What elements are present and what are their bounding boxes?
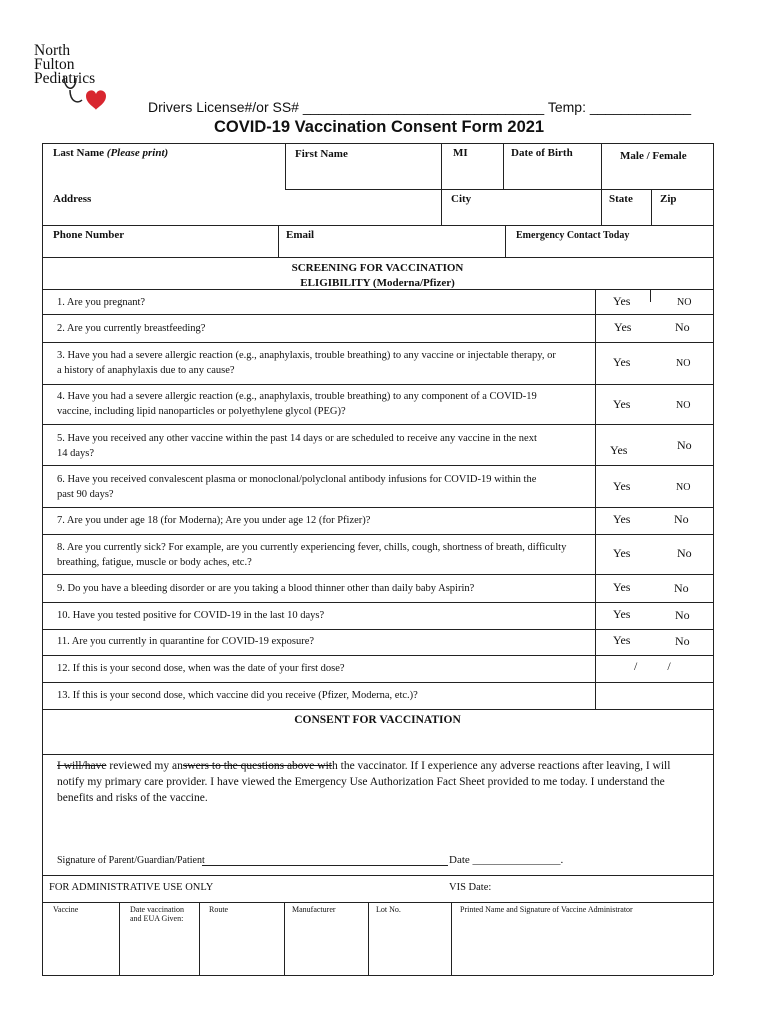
q9-yes[interactable]: Yes: [613, 580, 631, 594]
dob-label: Date of Birth: [511, 147, 573, 159]
zip-label: Zip: [660, 193, 677, 205]
question-13: 13. If this is your second dose, which vaccine did you receive (Pfizer, Moderna, etc.)?: [57, 690, 418, 701]
question-5: 5. Have you received any other vaccine within the past 14 days or are scheduled to receive any vaccine in the next 14 days?: [57, 433, 537, 459]
q3-no[interactable]: NO: [676, 358, 691, 369]
q9-no[interactable]: No: [674, 581, 689, 595]
logo-line-1: North: [34, 42, 71, 59]
q10-yes[interactable]: Yes: [613, 607, 631, 621]
q4-yes[interactable]: Yes: [613, 397, 631, 411]
consent-statement: I will/have reviewed my answers to the questions above with the vaccinator. If I experience any adverse reactions after leaving, I will notify my primary care provider. I have viewed the Emergency Use Authorization Fact Sheet provided to me today. I understand the benefits and risks of the vaccine.: [57, 760, 671, 804]
q8-no[interactable]: No: [677, 546, 692, 560]
admin-col-vaccine: Vaccine: [53, 905, 79, 914]
form-title: COVID-19 Vaccination Consent Form 2021: [214, 118, 545, 136]
q2-yes[interactable]: Yes: [614, 320, 632, 334]
question-7: 7. Are you under age 18 (for Moderna); Are you under age 12 (for Pfizer)?: [57, 515, 371, 526]
stethoscope-heart-icon: [62, 74, 112, 114]
q1-no[interactable]: NO: [677, 297, 692, 308]
question-4: 4. Have you had a severe allergic reaction (e.g., anaphylaxis, trouble breathing) to any component of a COVID-19 vaccine, including lipid nanoparticles or polyethylene glycol (PEG)?: [57, 391, 537, 417]
consent-title: CONSENT FOR VACCINATION: [294, 714, 461, 726]
admin-title: FOR ADMINISTRATIVE USE ONLY: [49, 882, 214, 893]
last-name-label: Last Name (Please print): [53, 147, 169, 159]
question-1: 1. Are you pregnant?: [57, 297, 146, 308]
signature-label: Signature of Parent/Guardian/Patient: [57, 855, 205, 866]
question-11: 11. Are you currently in quarantine for COVID-19 exposure?: [57, 636, 315, 647]
q6-no[interactable]: NO: [676, 482, 691, 493]
signature-line[interactable]: [202, 865, 448, 866]
q10-no[interactable]: No: [675, 608, 690, 622]
consent-struck-text: I will/have: [57, 760, 107, 772]
q11-yes[interactable]: Yes: [613, 633, 631, 647]
screening-title-2: ELIGIBILITY (Moderna/Pfizer): [300, 277, 455, 289]
question-8: 8. Are you currently sick? For example, are you currently experiencing fever, chills, cough, shortness of breath, difficulty breathing, fatigue, muscle or body aches, etc.?: [57, 542, 567, 568]
license-temp-line: Drivers License#/or SS# _______________________________ Temp: _____________: [148, 99, 692, 115]
logo-line-3: Pediatrics: [34, 70, 96, 87]
first-dose-date-field[interactable]: / /: [634, 659, 671, 673]
q2-no[interactable]: No: [675, 320, 690, 334]
sex-label: Male / Female: [620, 150, 687, 162]
first-name-label: First Name: [295, 148, 348, 160]
q1-yes[interactable]: Yes: [613, 294, 631, 308]
question-12: 12. If this is your second dose, when was the date of your first dose?: [57, 663, 345, 674]
emergency-contact-label: Emergency Contact Today: [516, 230, 630, 241]
admin-col-administrator: Printed Name and Signature of Vaccine Administrator: [460, 905, 633, 914]
question-3: 3. Have you had a severe allergic reaction (e.g., anaphylaxis, trouble breathing) to any vaccine or injectable therapy, or a history of anaphylaxis due to any cause?: [57, 350, 556, 376]
q5-yes[interactable]: Yes: [610, 443, 628, 457]
email-label: Email: [286, 229, 315, 241]
address-label: Address: [53, 193, 92, 205]
question-10: 10. Have you tested positive for COVID-19 in the last 10 days?: [57, 610, 325, 621]
admin-col-lot: Lot No.: [376, 905, 401, 914]
admin-col-date: Date vaccination and EUA Given:: [130, 905, 184, 923]
phone-label: Phone Number: [53, 229, 125, 241]
q4-no[interactable]: NO: [676, 400, 691, 411]
admin-col-manufacturer: Manufacturer: [292, 905, 336, 914]
q6-yes[interactable]: Yes: [613, 479, 631, 493]
q7-no[interactable]: No: [674, 512, 689, 526]
admin-col-route: Route: [209, 905, 229, 914]
question-9: 9. Do you have a bleeding disorder or are you taking a blood thinner other than daily baby Aspirin?: [57, 583, 475, 594]
city-label: City: [451, 193, 472, 205]
question-6: 6. Have you received convalescent plasma or monoclonal/polyclonal antibody infusions for COVID-19 within the past 90 days?: [57, 474, 537, 500]
q3-yes[interactable]: Yes: [613, 355, 631, 369]
screening-title-1: SCREENING FOR VACCINATION: [291, 262, 464, 274]
vis-date-label: VIS Date:: [449, 882, 492, 893]
mi-label: MI: [453, 147, 468, 159]
question-2: 2. Are you currently breastfeeding?: [57, 323, 206, 334]
q7-yes[interactable]: Yes: [613, 512, 631, 526]
date-field[interactable]: Date ________________.: [449, 854, 564, 866]
state-label: State: [609, 193, 633, 205]
q11-no[interactable]: No: [675, 634, 690, 648]
q5-no[interactable]: No: [677, 438, 692, 452]
q8-yes[interactable]: Yes: [613, 546, 631, 560]
logo-line-2: Fulton: [34, 56, 75, 73]
practice-logo: [34, 44, 124, 114]
